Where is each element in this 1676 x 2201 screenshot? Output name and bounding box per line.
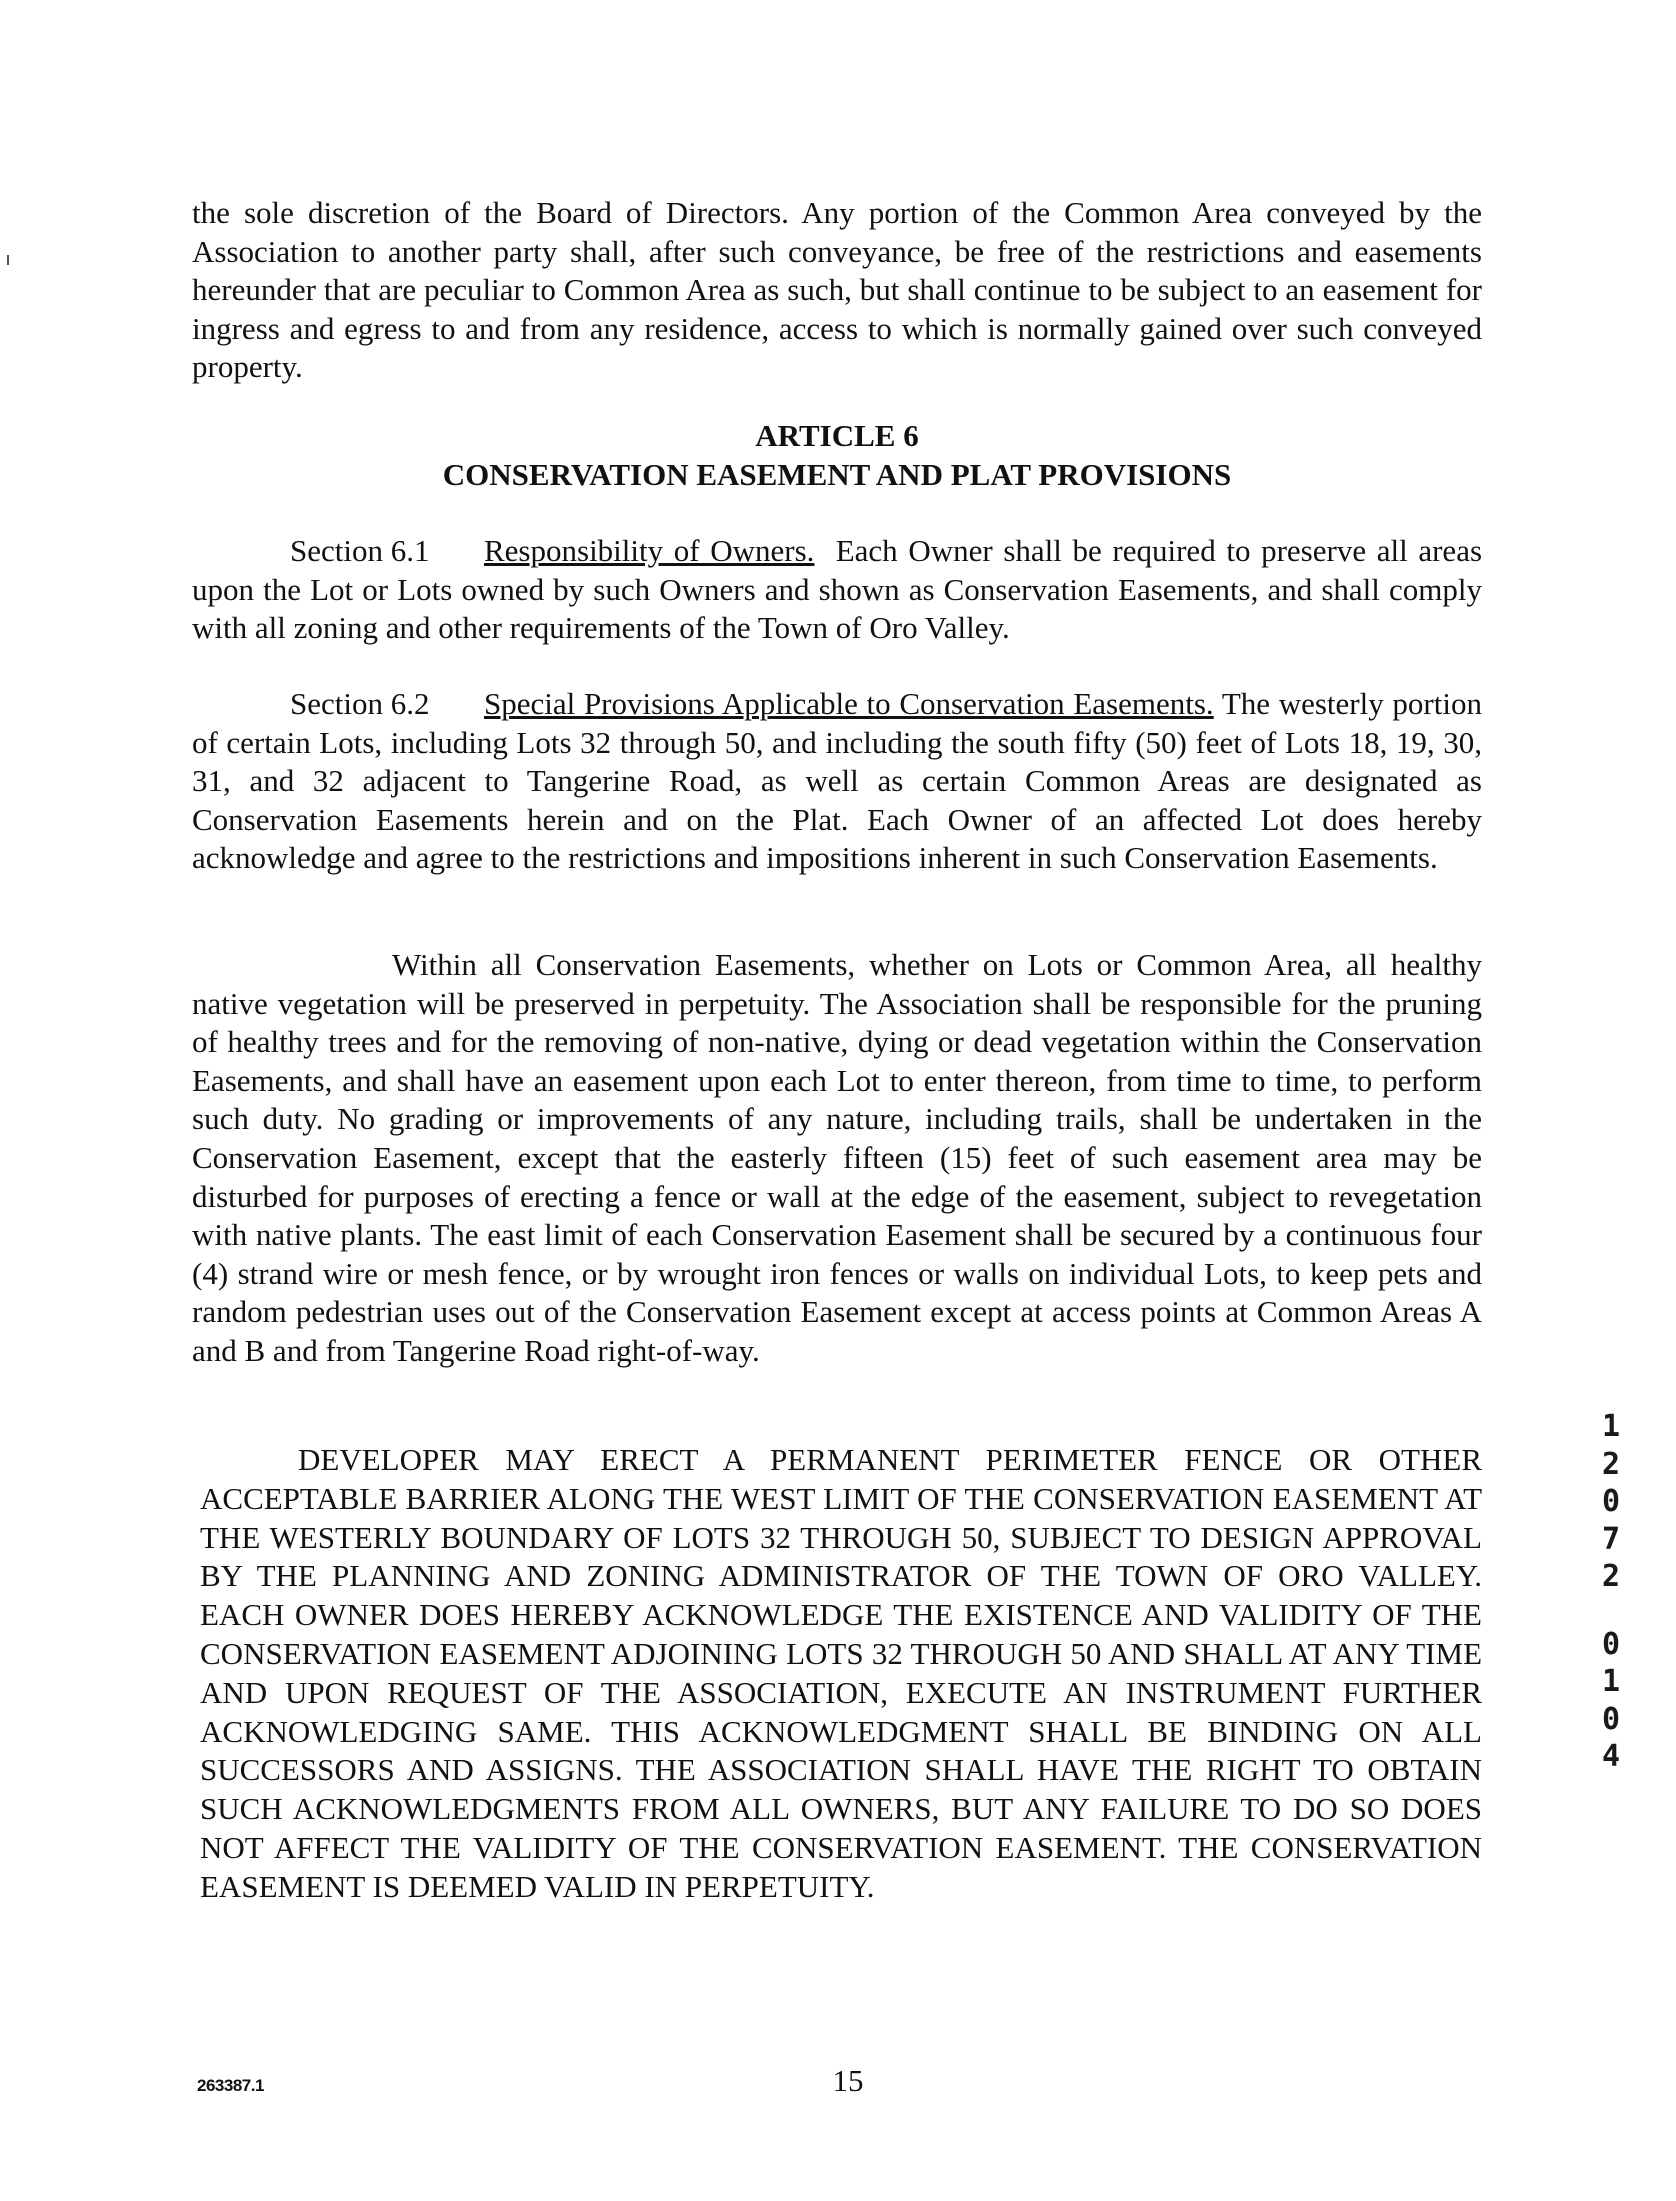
- intro-paragraph: the sole discretion of the Board of Directors. Any portion of the Common Area conveyed by the Association to another party shall, after such conveyance, be free of the restrictions and easements hereunder that are peculiar to Common Area as such, but shall continue to be subject to an easement for ingress and egress to and from any residence, access to which is normally gained over such conveyed property.: [192, 195, 1482, 385]
- page-number: 15: [832, 2063, 864, 2098]
- article-number: ARTICLE 6: [755, 418, 919, 453]
- section-body: Each Owner shall be required to preserve all areas upon the Lot or Lots owned by such Owners and shown as Conservation Easements, and shall comply with all zoning and other requirements of the Town of Oro Valley.: [192, 533, 1483, 646]
- stamp-digit: 4: [1601, 1739, 1621, 1774]
- section-number: Section 6.2: [290, 686, 430, 721]
- stamp-digit: 0: [1601, 1701, 1621, 1737]
- stamp-digit: 0: [1601, 1626, 1621, 1662]
- margin-mark: [7, 255, 9, 265]
- recording-stamp: [1591, 1408, 1631, 1776]
- section-number: Section 6.1: [290, 533, 430, 568]
- developer-paragraph: DEVELOPER MAY ERECT A PERMANENT PERIMETER FENCE OR OTHER ACCEPTABLE BARRIER ALONG THE WEST LIMIT OF THE CONSERVATION EASEMENT AT THE WESTERLY BOUNDARY OF LOTS 32 THROUGH 50, SUBJECT TO DESIGN APPROVAL BY THE PLANNING AND ZONING ADMINISTRATOR OF THE TOWN OF ORO VALLEY. EACH OWNER DOES HEREBY ACKNOWLEDGE THE EXISTENCE AND VALIDITY OF THE CONSERVATION EASEMENT ADJOINING LOTS 32 THROUGH 50 AND SHALL AT ANY TIME AND UPON REQUEST OF THE ASSOCIATION, EXECUTE AN INSTRUMENT FURTHER ACKNOWLEDGING SAME. THIS ACKNOWLEDGMENT SHALL BE BINDING ON ALL SUCCESSORS AND ASSIGNS. THE ASSOCIATION SHALL HAVE THE RIGHT TO OBTAIN SUCH ACKNOWLEDGMENTS FROM ALL OWNERS, BUT ANY FAILURE TO DO SO DOES NOT AFFECT THE VALIDITY OF THE CONSERVATION EASEMENT. THE CONSERVATION EASEMENT IS DEEMED VALID IN PERPETUITY.: [200, 1442, 1482, 1904]
- within-paragraph: Within all Conservation Easements, whether on Lots or Common Area, all healthy native vegetation will be preserved in perpetuity. The Association shall be responsible for the pruning of healthy trees and for the removing of non-native, dying or dead vegetation within the Conservation Easements, and shall have an easement upon each Lot to enter thereon, from time to time, to perform such duty. No grading or improvements of any nature, including trails, shall be undertaken in the Conservation Easement, except that the easterly fifteen (15) feet of such easement area may be disturbed for purposes of erecting a fence or wall at the edge of the easement, subject to revegetation with native plants. The east limit of each Conservation Easement shall be secured by a continuous four (4) strand wire or mesh fence, or by wrought iron fences or walls on individual Lots, to keep pets and random pedestrian uses out of the Conservation Easement except at access points at Common Areas A and B and from Tangerine Road right-of-way.: [192, 947, 1482, 1368]
- stamp-digit: 7: [1601, 1521, 1621, 1557]
- footer-doc-id: 263387.1: [197, 2076, 264, 2095]
- section-title: Responsibility of Owners.: [484, 533, 815, 568]
- article-title: CONSERVATION EASEMENT AND PLAT PROVISIONS: [442, 457, 1232, 492]
- section-title: Special Provisions Applicable to Conservation Easements.: [484, 686, 1214, 721]
- stamp-digit: 2: [1601, 1559, 1621, 1594]
- stamp-digit: 2: [1601, 1446, 1621, 1482]
- section-body: The westerly portion of certain Lots, including Lots 32 through 50, and including the south fifty (50) feet of Lots 18, 19, 30, 31, and 32 adjacent to Tangerine Road, as well as certain Common Areas are designated as Conservation Easements herein and on the Plat. Each Owner of an affected Lot does hereby acknowledge and agree to the restrictions and impositions inherent in such Conservation Easements.: [192, 686, 1482, 876]
- section-6-1: [192, 532, 1482, 648]
- stamp-digit: 1: [1601, 1409, 1621, 1444]
- stamp-digit: 0: [1601, 1484, 1621, 1519]
- section-6-2: [192, 685, 1482, 878]
- stamp-digit: 1: [1601, 1664, 1621, 1699]
- stamp-gap: [1591, 1596, 1631, 1626]
